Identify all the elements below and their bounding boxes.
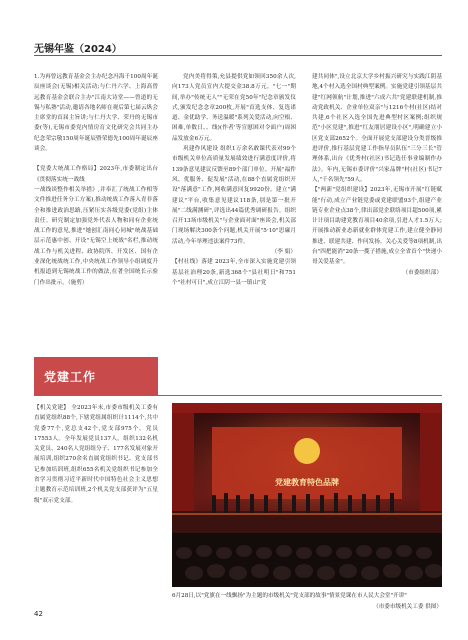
caption-credit: （市委市级机关工委 供图） xyxy=(373,603,442,610)
paragraph: 1.为再曾远教育基金会主办纪念冯海千100周年诞辰座谈会(无锡)相关活动;与仁丹六学、上海高曾远教育基金会联合主办"江南大诗堂——曾道的无锡与私塾"活动,邀请各地名师在观后第七届云纵会主席堂的首届主旨讲;与仁丹大学、荣丹的无锡市委(等),无锡市委党内情房育文化研究会共同主办纪念荣宗敬150周年诞辰暨荣德先100周年诞辰座谈会。 xyxy=(34,74,158,153)
paragraph: 【"两新"党组织建设】2023年,无锡市开展"红链赋能"行动,成立产业链党委或党建联盟93个,组建产业链专业企业点38个,律出部党企联络项目超500项,累计计项目助建党教育项目40余项,引进人才1.5万人;开展推动新业态新就业群体党建工作,建立健全静同推进、联建共建、作问发扬、关心关爱等8项机制,出台"四把能消"20条一揽子措施,成立全省首个"快递小哥关爱基金"。 xyxy=(312,187,442,266)
text-column-4 xyxy=(34,403,158,506)
page-number: 42 xyxy=(34,610,43,618)
text-column-1 xyxy=(34,72,158,288)
paragraph: 【党委大统战工作格局】2023年,市委制定出台《贯彻落实统一战线 xyxy=(34,166,158,183)
photo-caption xyxy=(172,591,442,612)
attribution: （市委组织部） xyxy=(402,269,442,276)
section-banner xyxy=(34,357,158,395)
text-column-2 xyxy=(172,72,296,288)
text-column-3 xyxy=(312,72,442,278)
attribution: （李 娟） xyxy=(271,249,296,256)
stage-backdrop-text: 党建教育特色品牌 xyxy=(275,478,339,487)
caption-text: 6月28日,以"党旗在一线飘扬"为主题的市级机关"党支部的故事"情景党课在市人民大会堂"开讲" xyxy=(172,593,407,599)
running-header: 无锡年鉴（2024） xyxy=(34,44,122,55)
paragraph: 【机关党建】 全2023年末,市委市级机关工委有直属党组织88个,下辖党组属组织计1114个,共中党委77个,党总支42个,党支部975个。党员17553人。全年发展党员137人。组织132名机关党员、240名人党组组分子、177名发展对象开展培训,组织270余名直属党组织书记、党支部书记参加培训班,组织655名机关党组织书记参加全省学习贯彻习近平新时代中国特色社会主义思想主题教育示范培训班,2个机关党支部获评为"五星级"双示党支部。 xyxy=(34,405,158,504)
paragraph: 建共同体",设立北京大学乡村振兴研究与实践江阴基地,4个村入选全国村典型案例。实施党建引领基层共建"红网领航"计划,推进"六成六共"党建联建机制,推动党政机关、企业单位双亲"与1216个村(社区)结对共建,6个社区入选全国先进典型村区案例;组织规范"小区党建",推进"红友朋居建设小区",明确建立小区党支部2652个。全面开展党支部建设分类晋级推进评价,推行基层党建工作指导员队伍"三分三长"管理体系,出台《优秀村(社区)书记选任事业编制作办法》。年内,无锡市委评价"兴家品牌"村(社区)书记7人,"千名领先"59人。 xyxy=(312,74,442,183)
stage-photo xyxy=(172,403,442,587)
paragraph: 一战线谈整作相关举措》,并奉汇了统战工作相等文件推进任务分工方案),推动统战工作落入青非落全和推进政治思路,压紧压实各级党委(党组)主体责任。研究制定加强党外代表人物和同有企业统战工作的意见,推进"她创汇南同心同城"统战基础层示范惠中创、开设"无锡空上统战"名栏,推动统战工作与机关进程、政协院所、开发区、国有企业深化统战统工作,中央统战工作领导小组调度升机报道到无锡统战工作的做法,在著全国统长示验门作出批示。（施剪） xyxy=(34,186,158,286)
header-rule xyxy=(34,55,442,56)
section-title: 党建工作 xyxy=(44,370,97,384)
paragraph: 党内美将得策,允县提供党如领回350余人次,向173人党员宣内大提交金38.8万元。"七一"期间,举办"传统无人""无荣在党50年"纪念章颁发仪式,颁发纪念念章200枚,开展"首选支体、复选诺道、金优助学、务送温暖"系列关爱活动,向空根、困难,单数日、、线)(作者'等宣慰困对令面户)周困品发放金6万元。 xyxy=(172,74,296,142)
paragraph: 巩建作风建设 组织1万余名敢课代表对99个市级机关单位高质量发展绩效进行满意度评价,将139条意见建议反馈至89个部门单位。开展"福件风、优服务、促发展"活动,在88个直属党组织开设"落满意"工作,网收满意回复9920份。建立"满建议"平台,收集意见建议118条,别是第一批开展"二线满测研",评选出44篇优秀调研报告。组织召开13场市级机关"与企业面对面"座谈会,机关部门现场解决300条个问题,机关开展"5·10"思廉月活动,今年举理违法案件73件。 xyxy=(172,146,296,245)
paragraph: 【村社线》落建 2023年,全市深入实施党建引领基层社治理20条,新选368个"县社明日"和751个"社村可日",成立江阴一县一镇山"党 xyxy=(172,259,296,286)
section-rule xyxy=(34,395,442,396)
